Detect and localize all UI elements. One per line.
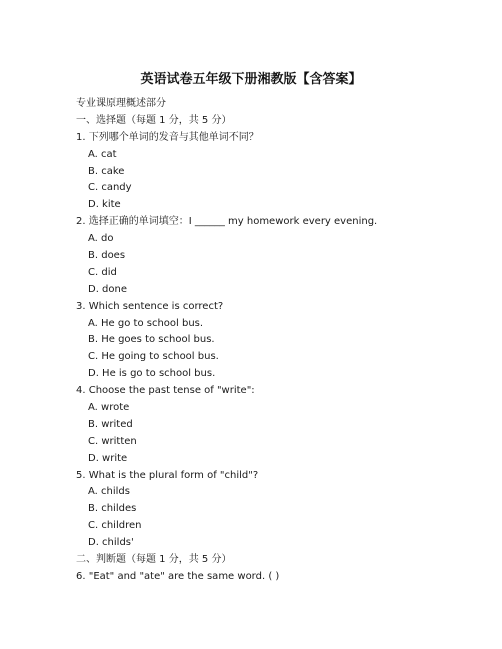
option-2a: A. do	[88, 233, 114, 245]
question-1: 1. 下列哪个单词的发音与其他单词不同？	[76, 131, 259, 143]
question-5: 5. What is the plural form of "child"?	[76, 469, 259, 481]
option-2d: D. done	[88, 283, 128, 295]
document-title: 英语试卷五年级下册湘教版【含答案】	[140, 72, 362, 87]
section-heading-judgement: 二、判断题（每题 1 分，共 5 分）	[76, 554, 232, 566]
question-3: 3. Which sentence is correct?	[76, 300, 224, 312]
option-2b: B. does	[88, 250, 126, 262]
option-3b: B. He goes to school bus.	[88, 334, 215, 346]
option-1d: D. kite	[88, 199, 121, 211]
option-4d: D. write	[88, 452, 128, 464]
question-2: 2. 选择正确的单词填空：I ______ my homework every evening.	[76, 216, 378, 228]
option-3a: A. He go to school bus.	[88, 317, 204, 329]
option-4b: B. writed	[88, 418, 133, 430]
option-5c: C. children	[88, 520, 142, 532]
option-5a: A. childs	[88, 486, 130, 498]
subtitle: 专业课原理概述部分	[76, 98, 166, 109]
section-heading-choice: 一、选择题（每题 1 分，共 5 分）	[76, 114, 232, 126]
option-3d: D. He is go to school bus.	[88, 368, 216, 380]
option-5b: B. childes	[88, 503, 137, 515]
question-4: 4. Choose the past tense of "write":	[76, 385, 255, 397]
option-1a: A. cat	[88, 148, 117, 160]
option-4c: C. written	[88, 435, 137, 447]
option-5d: D. childs'	[88, 537, 134, 549]
document-body	[76, 96, 476, 586]
question-6: 6. "Eat" and "ate" are the same word. ( )	[76, 570, 280, 582]
option-3c: C. He going to school bus.	[88, 351, 219, 363]
option-2c: C. did	[88, 266, 117, 278]
option-1b: B. cake	[88, 165, 125, 177]
option-1c: C. candy	[88, 182, 132, 194]
option-4a: A. wrote	[88, 402, 130, 414]
